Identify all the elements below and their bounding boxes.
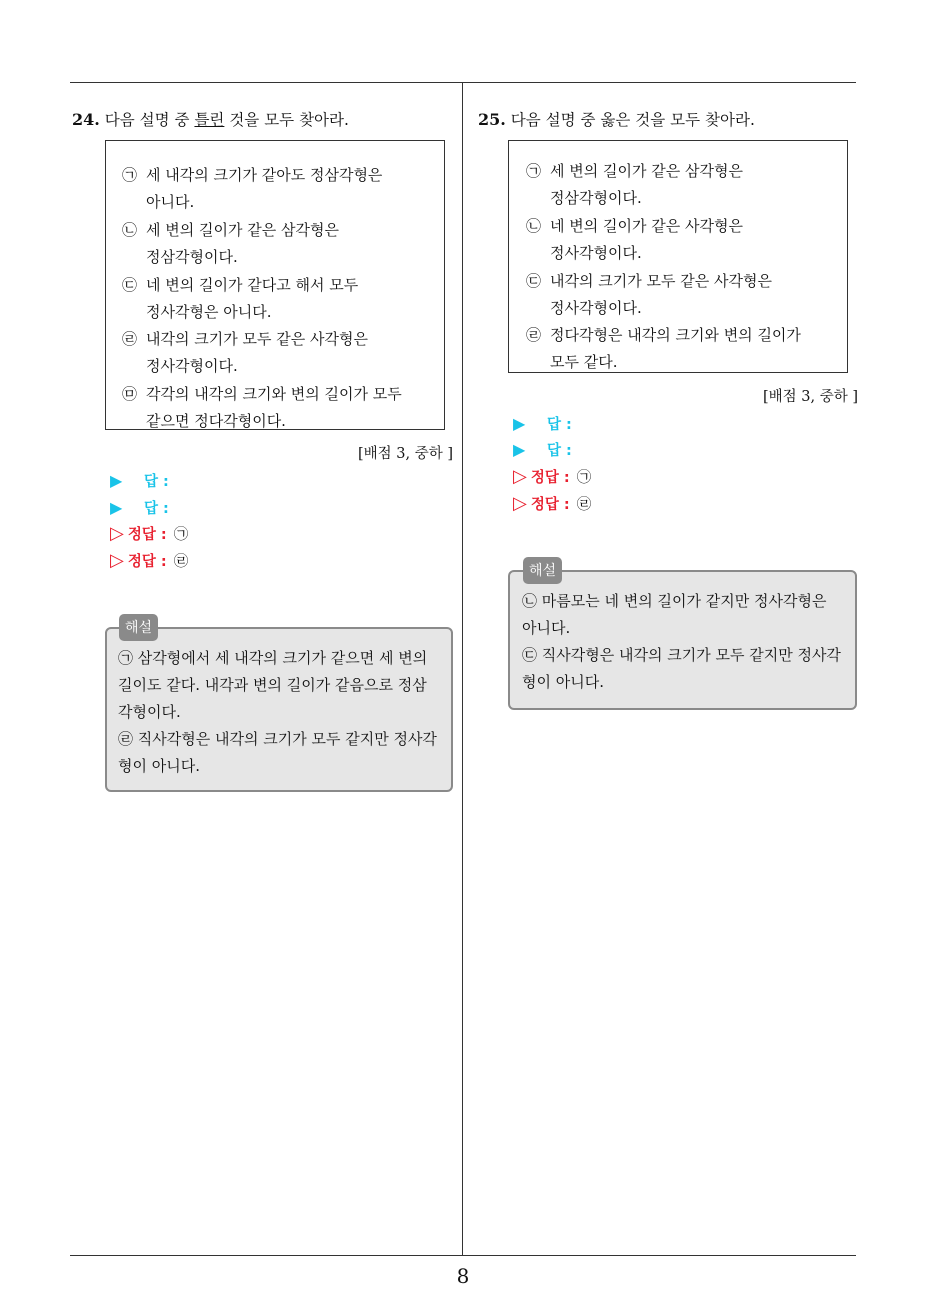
statement-line: 정사각형은 아니다. — [146, 303, 272, 321]
statement-line: 내각의 크기가 모두 같은 사각형은 — [146, 330, 368, 348]
statement-mark: ㉠ — [526, 162, 542, 180]
correct-answer-value: ㉠ — [173, 527, 189, 543]
bottom-rule — [70, 1255, 856, 1256]
q24-explanation-badge: 해설 — [119, 614, 158, 641]
q25-statement-3 — [526, 268, 772, 322]
statement-line: 세 내각의 크기가 같아도 정삼각형은 — [146, 166, 383, 184]
answer-label: 답 : — [144, 501, 169, 517]
q25-answer-line-1 — [513, 413, 572, 434]
statement-line: 모두 같다. — [550, 353, 618, 371]
q24-correct-answer-2 — [110, 550, 188, 571]
q24-statement-4 — [122, 326, 368, 380]
statement-mark: ㉡ — [122, 221, 138, 239]
statement-line: 같으면 정다각형이다. — [146, 412, 286, 430]
statement-mark: ㉡ — [526, 217, 542, 235]
play-triangle-icon: ▶ — [513, 414, 526, 433]
q24-statement-2 — [122, 217, 339, 271]
q25-statement-1 — [526, 158, 743, 212]
explanation-line: ㉢ 직사각형은 내각의 크기가 모두 같지만 정사각 — [522, 646, 841, 664]
q25-answer-line-2 — [513, 439, 572, 460]
play-triangle-icon: ▶ — [110, 471, 123, 490]
answer-label: 답 : — [547, 417, 572, 433]
play-triangle-icon: ▶ — [110, 498, 123, 517]
statement-mark: ㉤ — [122, 385, 138, 403]
q24-statement-3 — [122, 272, 358, 326]
q24-title-text-post: 것을 모두 찾아라. — [224, 111, 349, 129]
q24-answer-line-2 — [110, 497, 169, 518]
q25-explanation-text — [522, 588, 841, 696]
statement-mark: ㉢ — [122, 276, 138, 294]
q24-statement-5 — [122, 381, 402, 435]
explanation-line: 길이도 같다. 내각과 변의 길이가 같음으로 정삼 — [118, 676, 427, 694]
statement-line: 세 변의 길이가 같은 삼각형은 — [146, 221, 339, 239]
correct-label: 정답 : — [530, 470, 570, 486]
q25-correct-answer-2 — [513, 493, 591, 514]
q25-correct-answer-1 — [513, 466, 591, 487]
statement-line: 아니다. — [146, 193, 195, 211]
statement-line: 정다각형은 내각의 크기와 변의 길이가 — [550, 326, 801, 344]
q25-number: 25. — [478, 110, 506, 129]
explanation-line: ㉣ 직사각형은 내각의 크기가 모두 같지만 정사각 — [118, 730, 437, 748]
q24-title — [72, 108, 349, 130]
answer-label: 답 : — [144, 474, 169, 490]
q25-statement-4 — [526, 322, 801, 376]
explanation-line: 형이 아니다. — [118, 757, 200, 775]
outline-triangle-icon: ▷ — [110, 550, 124, 571]
correct-label: 정답 : — [530, 497, 570, 513]
play-triangle-icon: ▶ — [513, 440, 526, 459]
q25-explanation-badge: 해설 — [523, 557, 562, 584]
explanation-line: 각형이다. — [118, 703, 181, 721]
q24-answer-line-1 — [110, 470, 169, 491]
q24-title-underlined: 틀린 — [194, 111, 225, 129]
statement-line: 세 변의 길이가 같은 삼각형은 — [550, 162, 743, 180]
explanation-line: ㉡ 마름모는 네 변의 길이가 같지만 정사각형은 — [522, 592, 827, 610]
statement-line: 정삼각형이다. — [550, 189, 642, 207]
statement-line: 정삼각형이다. — [146, 248, 238, 266]
outline-triangle-icon: ▷ — [513, 493, 527, 514]
q24-title-text-pre: 다음 설명 중 — [104, 111, 195, 129]
q25-title-text: 다음 설명 중 옳은 것을 모두 찾아라. — [510, 111, 755, 129]
statement-mark: ㉢ — [526, 272, 542, 290]
q24-explanation-text — [118, 645, 437, 780]
explanation-line: 아니다. — [522, 619, 571, 637]
statement-line: 네 변의 길이가 같은 사각형은 — [550, 217, 743, 235]
q24-statement-1 — [122, 162, 382, 216]
page-number: 8 — [456, 1264, 470, 1288]
column-divider — [462, 82, 463, 1256]
q24-number: 24. — [72, 110, 100, 129]
correct-label: 정답 : — [127, 554, 167, 570]
statement-line: 네 변의 길이가 같다고 해서 모두 — [146, 276, 359, 294]
explanation-line: 형이 아니다. — [522, 673, 604, 691]
q25-title — [478, 108, 755, 130]
q25-statement-2 — [526, 213, 743, 267]
statement-line: 정사각형이다. — [550, 299, 642, 317]
correct-label: 정답 : — [127, 527, 167, 543]
statement-mark: ㉠ — [122, 166, 138, 184]
q24-correct-answer-1 — [110, 523, 188, 544]
statement-line: 각각의 내각의 크기와 변의 길이가 모두 — [146, 385, 402, 403]
correct-answer-value: ㉣ — [576, 497, 592, 513]
top-rule — [70, 82, 856, 83]
outline-triangle-icon: ▷ — [513, 466, 527, 487]
correct-answer-value: ㉠ — [576, 470, 592, 486]
statement-line: 내각의 크기가 모두 같은 사각형은 — [550, 272, 772, 290]
statement-line: 정사각형이다. — [550, 244, 642, 262]
explanation-line: ㉠ 삼각형에서 세 내각의 크기가 같으면 세 변의 — [118, 649, 428, 667]
outline-triangle-icon: ▷ — [110, 523, 124, 544]
q24-score: [배점 3, 중하 ] — [357, 446, 453, 462]
q25-score: [배점 3, 중하 ] — [762, 389, 858, 405]
statement-mark: ㉣ — [526, 326, 542, 344]
statement-mark: ㉣ — [122, 330, 138, 348]
statement-line: 정사각형이다. — [146, 357, 238, 375]
correct-answer-value: ㉣ — [173, 554, 189, 570]
answer-label: 답 : — [547, 443, 572, 459]
